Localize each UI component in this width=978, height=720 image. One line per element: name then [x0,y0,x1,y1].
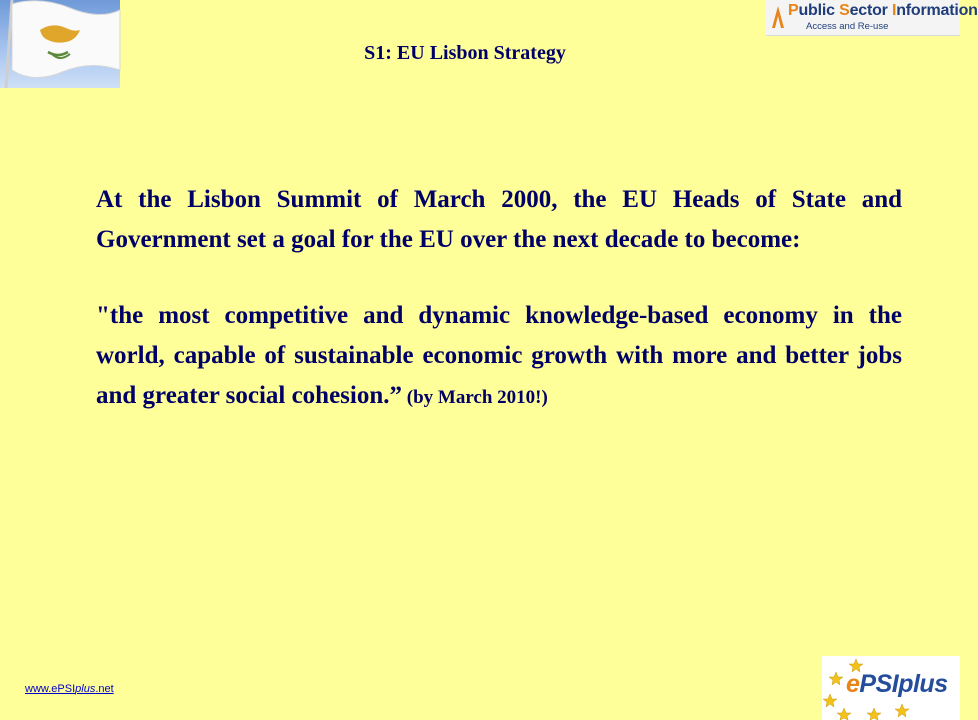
slide-title: S1: EU Lisbon Strategy [364,42,566,64]
deadline-note: (by March 2010!) [402,387,548,408]
slide-content [96,180,902,418]
epsiplus-logo [822,656,960,720]
paragraph-quote [96,296,902,418]
psi-mark-icon [770,4,786,30]
psi-logo [766,0,978,36]
paragraph-summit: At the Lisbon Summit of March 2000, the EU Heads of State and Government set a goal for the EU over the next decade to become: [96,186,902,253]
epsiplus-wordmark: ePSIplus [846,670,948,698]
psi-logo-subtitle: Access and Re-use [806,21,889,32]
quote-text: "the most competitive and dynamic knowledge-based economy in the world, capable of sustainable economic growth with more and better jobs and greater social cohesion.” [96,302,902,409]
psi-logo-title: Public Sector Information [788,2,978,19]
website-link[interactable]: www.ePSIplus.net [25,683,114,695]
